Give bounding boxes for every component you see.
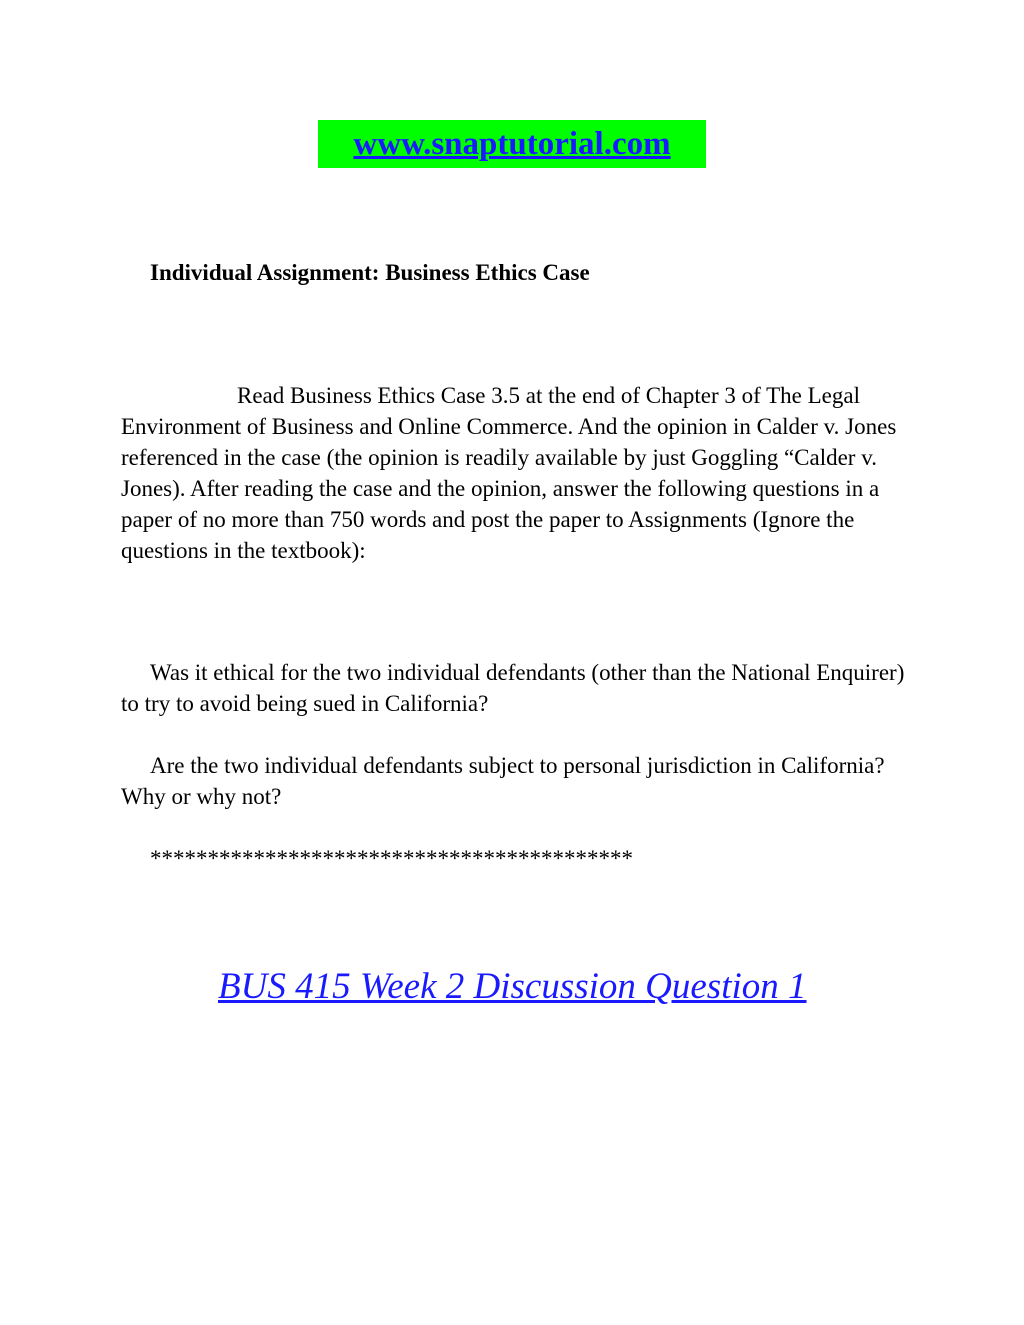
next-question-link[interactable]: BUS 415 Week 2 Discussion Question 1: [218, 966, 807, 1007]
question-2: Are the two individual defendants subject to personal jurisdiction in California? Why or why not?: [121, 753, 885, 809]
site-link[interactable]: www.snaptutorial.com: [318, 120, 706, 168]
question-1: Was it ethical for the two individual defendants (other than the National Enquirer) to try to avoid being sued in California?: [121, 660, 905, 716]
separator-line: ******************************************: [150, 846, 633, 871]
instructions-paragraph: Read Business Ethics Case 3.5 at the end of Chapter 3 of The Legal Environment of Business and Online Commerce. And the opinion in Calder v. Jones referenced in the case (the opinion is readily available by just Goggling “Calder v. Jones). After reading the case and the opinion, answer the following questions in a paper of no more than 750 words and post the paper to Assignments (Ignore the questions in the textbook):: [121, 383, 897, 563]
assignment-heading: Individual Assignment: Business Ethics Case: [150, 260, 590, 285]
